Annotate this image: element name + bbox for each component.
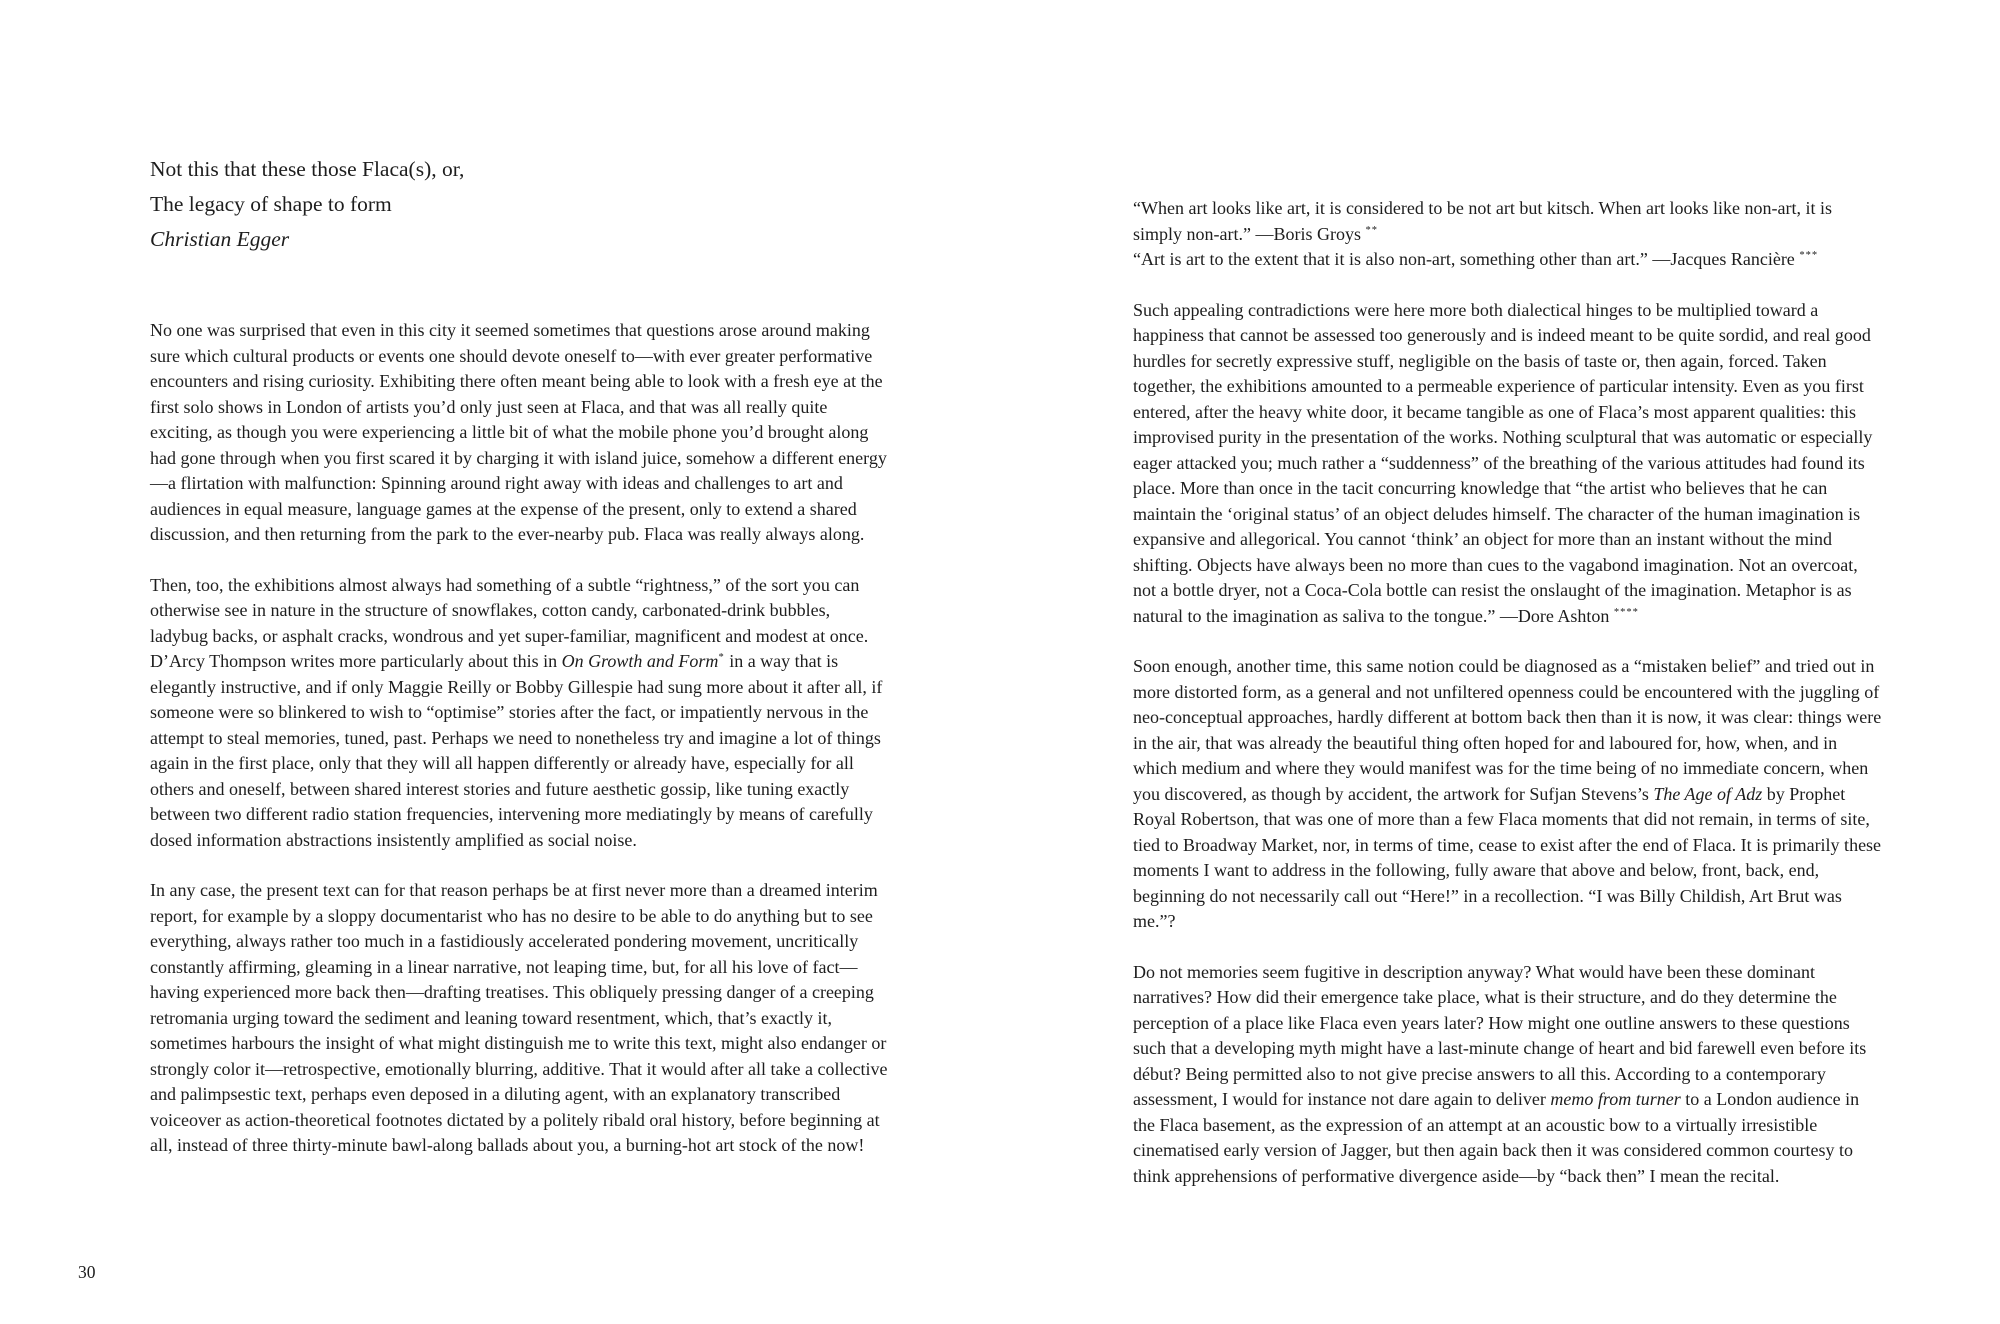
- text-run: “When art looks like art, it is considered to be not art but kitsch. When art looks like non-art, it is simply non-art.” —Boris Groys: [1133, 198, 1833, 244]
- text-run: Do not memories seem fugitive in description anyway? What would have been these dominant narratives? How did their emergence take place, what is their structure, and do they determine the perception of a place like Flaca even years later? How might one outline answers to these questions such that a developing myth might have a last-minute change of heart and bid farewell even before its début? Being permitted also to not give precise answers to all this. According to a contemporary assessment, I would for instance not dare again to deliver: [1133, 961, 1867, 1109]
- text-run: “Art is art to the extent that it is also non-art, something other than art.” —Jacques Rancière: [1133, 249, 1800, 269]
- body-paragraph: [150, 878, 892, 1159]
- epigraph-quote: [1133, 247, 1885, 273]
- text-run: In any case, the present text can for that reason perhaps be at first never more than a dreamed interim report, for example by a sloppy documentarist who has no desire to be able to do anything but to see everything, always rather too much in a fastidiously accelerated pondering movement, uncritically constantly affirming, gleaming in a linear narrative, not leaping time, but, for all his love of fact—having experienced more back then—drafting treatises. This obliquely pressing danger of a creeping retromania urging toward the sediment and leaning toward resentment, which, that’s exactly it, sometimes harbours the insight of what might distinguish me to write this text, might also endanger or strongly color it—retrospective, emotionally blurring, additive. That it would after all take a collective and palimpsestic text, perhaps even deposed in a diluting agent, with an explanatory transcribed voiceover as action-theoretical footnotes dictated by a politely ribald oral history, before beginning at all, instead of three thirty-minute bawl-along ballads about you, a burning-hot art stock of the now!: [150, 880, 888, 1155]
- text-run: Then, too, the exhibitions almost always had something of a subtle “rightness,” of the sort you can otherwise see in nature in the structure of snowflakes, cotton candy, carbonated-drink bubbles, ladybug backs, or asphalt cracks, wondrous and yet super-familiar, magnificent and modest at once. D’Arcy Thompson writes more particularly about this in: [150, 574, 869, 671]
- body-paragraph: [150, 318, 892, 548]
- text-run: No one was surprised that even in this city it seemed sometimes that questions arose around making sure which cultural products or events one should devote oneself to—with ever greater performative encounters and rising curiosity. Exhibiting there often meant being able to look with a fresh eye at the first solo shows in London of artists you’d only just seen at Flaca, and that was all really quite exciting, as though you were experiencing a little bit of what the mobile phone you’d brought along had gone through when you first scared it by charging it with island juice, somehow a different energy—a flirtation with malfunction: Spinning around right away with ideas and challenges to art and audiences in equal measure, language games at the expense of the present, only to extend a shared discussion, and then returning from the park to the ever-nearby pub. Flaca was really always along.: [150, 320, 887, 544]
- page-left: [150, 152, 892, 1159]
- right-column-text: [1133, 298, 1885, 1190]
- italic-text-run: memo from turner: [1550, 1089, 1681, 1109]
- body-paragraph: [1133, 960, 1885, 1190]
- body-paragraph: [1133, 654, 1885, 935]
- article-header: [150, 152, 892, 257]
- footnote-marker: **: [1365, 224, 1378, 236]
- epigraph-quote: [1133, 196, 1885, 247]
- article-title-line-1: Not this that these those Flaca(s), or,: [150, 157, 465, 181]
- article-title-line-2: The legacy of shape to form: [150, 192, 392, 216]
- italic-text-run: The Age of Adz: [1653, 783, 1763, 804]
- body-paragraph: [150, 573, 892, 854]
- epigraph-block: [1133, 196, 1885, 273]
- text-run: Soon enough, another time, this same notion could be diagnosed as a “mistaken belief” and tried out in more distorted form, as a general and not unfiltered openness could be encountered with the juggling of neo-conceptual approaches, hardly different at bottom back then than it is now, it was clear: things were in the air, that was already the beautiful thing often hoped for and laboured for, how, when, and in which medium and where they would manifest was for the time being of no immediate concern, when you discovered, as though by accident, the artwork for Sufjan Stevens’s: [1133, 656, 1882, 804]
- body-paragraph: [1133, 298, 1885, 630]
- text-run: Such appealing contradictions were here more both dialectical hinges to be multiplied toward a happiness that cannot be assessed too generously and is indeed meant to be quite sordid, and real good hurdles for secretly expressive stuff, negligible on the basis of taste or, then again, forced. Taken together, the exhibitions amounted to a permeable experience of particular intensity. Even as you first entered, after the heavy white door, it became tangible as one of Flaca’s most apparent qualities: this improvised purity in the presentation of the works. Nothing sculptural that was automatic or especially eager attacked you; much rather a “suddenness” of the breathing of the various attitudes had found its place. More than once in the tacit concurring knowledge that “the artist who believes that he can maintain the ‘original status’ of an object deludes himself. The character of the human imagination is expansive and allegorical. You cannot ‘think’ an object for more than an instant without the mind shifting. Objects have always been no more than cues to the vagabond imagination. Not an overcoat, not a bottle dryer, not a Coca-Cola bottle can resist the onslaught of the imagination. Metaphor is as natural to the imagination as saliva to the tongue.” —Dore Ashton: [1133, 299, 1873, 626]
- article-author: Christian Egger: [150, 227, 290, 251]
- page-number: 30: [78, 1262, 96, 1282]
- text-run: by Prophet Royal Robertson, that was one of more than a few Flaca moments that did not remain, in terms of site, tied to Broadway Market, nor, in terms of time, cease to exist after the end of Flaca. It is primarily these moments I want to address in the following, fully aware that above and below, front, back, end, beginning do not necessarily call out “Here!” in a recollection. “I was Billy Childish, Art Brut was me.”?: [1133, 783, 1882, 931]
- text-run: in a way that is elegantly instructive, and if only Maggie Reilly or Bobby Gillespie had sung more about it after all, if someone were so blinkered to wish to “optimise” stories after the fact, or impatiently nervous in the attempt to steal memories, tuned, past. Perhaps we need to nonetheless try and imagine a lot of things again in the first place, only that they will all happen differently or already have, especially for all others and oneself, between shared interest stories and future aesthetic gossip, like tuning exactly between two different radio station frequencies, intervening more mediatingly by means of carefully dosed information abstractions insistently amplified as social noise.: [150, 651, 883, 850]
- italic-text-run: On Growth and Form: [561, 651, 719, 671]
- footnote-marker: ****: [1613, 606, 1639, 618]
- footnote-marker: *: [718, 652, 725, 663]
- page-right: [1133, 196, 1885, 1189]
- footnote-marker: ***: [1799, 250, 1819, 261]
- text-run: to a London audience in the Flaca basement, as the expression of an attempt at an acoustic bow to a virtually irresistible cinematised early version of Jagger, but then again back then it was considered common courtesy to think apprehensions of performative divergence aside—by “back then” I mean the recital.: [1133, 1089, 1860, 1186]
- left-column-text: [150, 318, 892, 1159]
